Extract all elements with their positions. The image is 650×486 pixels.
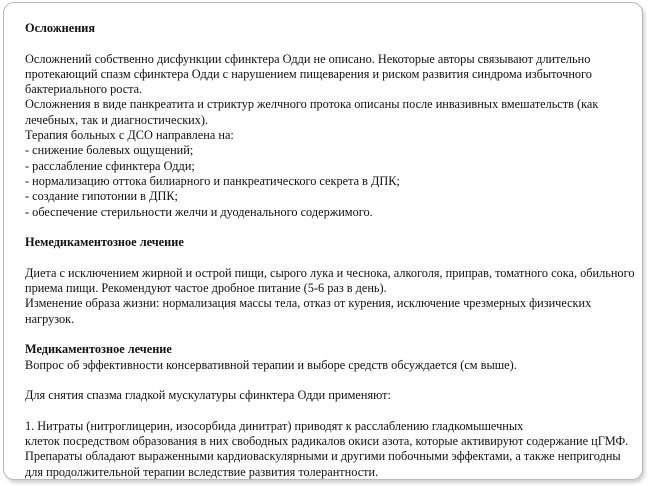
therapy-item-outflow: - нормализацию оттока билиарного и панкреатического секрета в ДПК; [25, 173, 400, 188]
spacer [25, 250, 635, 265]
drug-heading: Медикаментозное лечение [25, 342, 172, 357]
spacer [25, 220, 635, 235]
nondrug-heading: Немедикаментозное лечение [25, 235, 184, 250]
complications-paragraph-1: Осложнений собственно дисфункции сфинктера Одди не описано. Некоторые авторы связывают длительно протекающий спазм сфинктера Одди с нарушением пищеварения и риском развития синдрома избыточного бактериального роста. [25, 51, 592, 97]
therapy-intro: Терапия больных с ДСО направлена на: [25, 128, 234, 143]
spacer [25, 403, 635, 418]
nitrates-line-2: клеток посредством образования в них свободных радикалов окиси азота, которые активируют содержание цГМФ. Препараты обладают выраженными кардиоваскулярными и другими побочными эффектами, а также непригодны для продолжительной терапии вследствие развития толерантности. [25, 434, 629, 479]
spacer [25, 373, 635, 388]
nitrates-line-1: 1. Нитраты (нитроглицерин, изосорбида динитрат) приводят к расслаблению гладкомышечных [25, 418, 524, 433]
lifestyle-paragraph: Изменение образа жизни: нормализация массы тела, отказ от курения, исключение чрезмерных физических нагрузок. [25, 296, 592, 326]
therapy-item-pain: - снижение болевых ощущений; [25, 143, 194, 158]
therapy-item-hypotonia: - создание гипотонии в ДПК; [25, 189, 178, 204]
drug-intro: Вопрос об эффективности консервативной терапии и выборе средств обсуждается (см выше). [25, 357, 517, 372]
therapy-item-sterility: - обеспечение стерильности желчи и дуоденального содержимого. [25, 204, 373, 219]
spasm-intro: Для снятия спазма гладкой мускулатуры сфинктера Одди применяют: [25, 388, 391, 403]
complications-heading: Осложнения [25, 21, 96, 35]
therapy-item-relaxation: - расслабление сфинктера Одди; [25, 158, 195, 173]
spacer [25, 327, 635, 342]
document-body [25, 21, 635, 480]
complications-paragraph-2: Осложнения в виде панкреатита и стриктур желчного протока описаны после инвазивных вмешательств (как лечебных, так и диагностических). [25, 97, 599, 127]
slide-frame [3, 2, 643, 480]
spacer [25, 36, 635, 51]
diet-paragraph: Диета с исключением жирной и острой пищи, сырого лука и чеснока, алкоголя, приправ, томатного сока, обильного приема пищи. Рекомендуют частое дробное питание (5-6 раз в день). [25, 265, 635, 296]
